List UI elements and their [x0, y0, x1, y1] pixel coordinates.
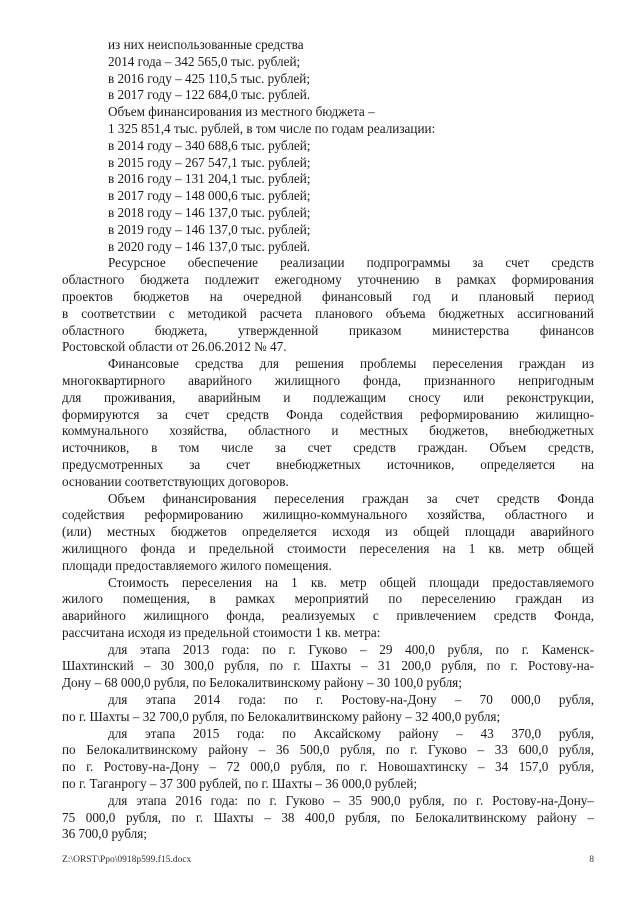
text-line: в соответствии с методикой расчета планового объема бюджетных ассигнований [62, 305, 594, 321]
text-line: многоквартирного аварийного жилищного фонда, признанного непригодным [62, 372, 594, 388]
text-line: в 2020 году – 146 137,0 тыс. рублей. [108, 238, 311, 254]
file-path: Z:\ORST\Ppo\0918p599.f15.docx [62, 855, 192, 865]
text-line: Объем финансирования переселения граждан за счет средств Фонда [108, 490, 594, 506]
text-line: для этапа 2014 года: по г. Ростову-на-Дону – 70 000,0 рубля, [108, 692, 594, 708]
text-line: жилищного фонда и предельной стоимости переселения на 1 кв. метр общей [62, 540, 594, 556]
text-line: по Белокалитвинскому району – 36 500,0 рубля, по г. Гуково – 33 600,0 рубля, [62, 742, 594, 758]
text-line: Дону – 68 000,0 рубля, по Белокалитвинскому району – 30 100,0 рубля; [62, 675, 462, 691]
text-line: Ростовской области от 26.06.2012 № 47. [62, 339, 287, 355]
text-line: источников, в том числе за счет средств граждан. Объем средств, [62, 440, 594, 456]
text-line: в 2018 году – 146 137,0 тыс. рублей; [108, 204, 311, 220]
text-line: 2014 года – 342 565,0 тыс. рублей; [108, 53, 301, 69]
document-body [62, 37, 594, 843]
text-line: по г. Шахты – 32 700,0 рубля, по Белокалитвинскому району – 32 400,0 рубля; [62, 708, 501, 724]
text-line: областного бюджета подлежит ежегодному уточнению в рамках формирования [62, 272, 594, 288]
text-line: для этапа 2013 года: по г. Гуково – 29 400,0 рубля, по г. Каменск- [108, 641, 594, 657]
text-line: проектов бюджетов на очередной финансовый год и плановый период [62, 288, 594, 304]
text-line: аварийного жилищного фонда, реализуемых с привлечением средств Фонда, [62, 608, 594, 624]
text-line: коммунального хозяйства, областного и местных бюджетов, внебюджетных [62, 423, 594, 439]
text-line: Стоимость переселения на 1 кв. метр общей площади предоставляемого [108, 574, 594, 590]
page-footer [62, 853, 594, 867]
text-line: в 2016 году – 131 204,1 тыс. рублей; [108, 171, 311, 187]
text-line: в 2015 году – 267 547,1 тыс. рублей; [108, 154, 311, 170]
text-line: Ресурсное обеспечение реализации подпрограммы за счет средств [108, 255, 594, 271]
text-line: в 2017 году – 122 684,0 тыс. рублей. [108, 87, 311, 103]
text-line: содействия реформированию жилищно-коммунального хозяйства, областного и [62, 507, 594, 523]
text-line: в 2016 году – 425 110,5 тыс. рублей; [108, 70, 310, 86]
text-line: площади предоставляемого жилого помещения. [62, 557, 332, 573]
text-line: из них неиспользованные средства [108, 37, 304, 52]
text-line: Финансовые средства для решения проблемы переселения граждан из [108, 356, 594, 372]
text-line: в 2017 году – 148 000,6 тыс. рублей; [108, 188, 311, 204]
text-line: по г. Ростову-на-Дону – 72 000,0 рубля, по г. Новошахтинску – 34 157,0 рубля, [62, 759, 594, 775]
text-line: в 2019 году – 146 137,0 тыс. рублей; [108, 221, 311, 237]
text-line: (или) местных бюджетов определяется исходя из общей площади аварийного [62, 524, 594, 540]
text-line: предусмотренных за счет внебюджетных источников, определяется на [62, 456, 594, 472]
text-line: по г. Таганрогу – 37 300 рублей, по г. Шахты – 36 000,0 рублей; [62, 776, 418, 792]
text-line: формируются за счет средств Фонда содействия реформированию жилищно- [62, 406, 594, 422]
text-line: для этапа 2016 года: по г. Гуково – 35 900,0 рубля, по г. Ростову-на-Дону– [108, 792, 594, 808]
text-line: Шахтинский – 30 300,0 рубля, по г. Шахты – 31 200,0 рубля, по г. Ростову-на- [62, 658, 594, 674]
text-line: Объем финансирования из местного бюджета – [108, 104, 375, 120]
text-line: основании соответствующих договоров. [62, 473, 289, 489]
text-line: для этапа 2015 года: по Аксайскому району – 43 370,0 рубля, [108, 725, 594, 741]
page-number: 8 [589, 855, 594, 865]
text-line: 75 000,0 рубля, по г. Шахты – 38 400,0 рубля, по Белокалитвинскому району – [62, 809, 594, 825]
text-line: для проживания, аварийным и подлежащим сносу или реконструкции, [62, 389, 594, 405]
text-line: жилого помещения, в рамках мероприятий по переселению граждан из [62, 591, 594, 607]
text-line: 36 700,0 рубля; [62, 826, 147, 842]
text-line: 1 325 851,4 тыс. рублей, в том числе по годам реализации: [108, 120, 436, 136]
text-line: областного бюджета, утвержденной приказом министерства финансов [62, 322, 594, 338]
text-line: рассчитана исходя из предельной стоимости 1 кв. метра: [62, 624, 381, 640]
text-line: в 2014 году – 340 688,6 тыс. рублей; [108, 137, 311, 153]
